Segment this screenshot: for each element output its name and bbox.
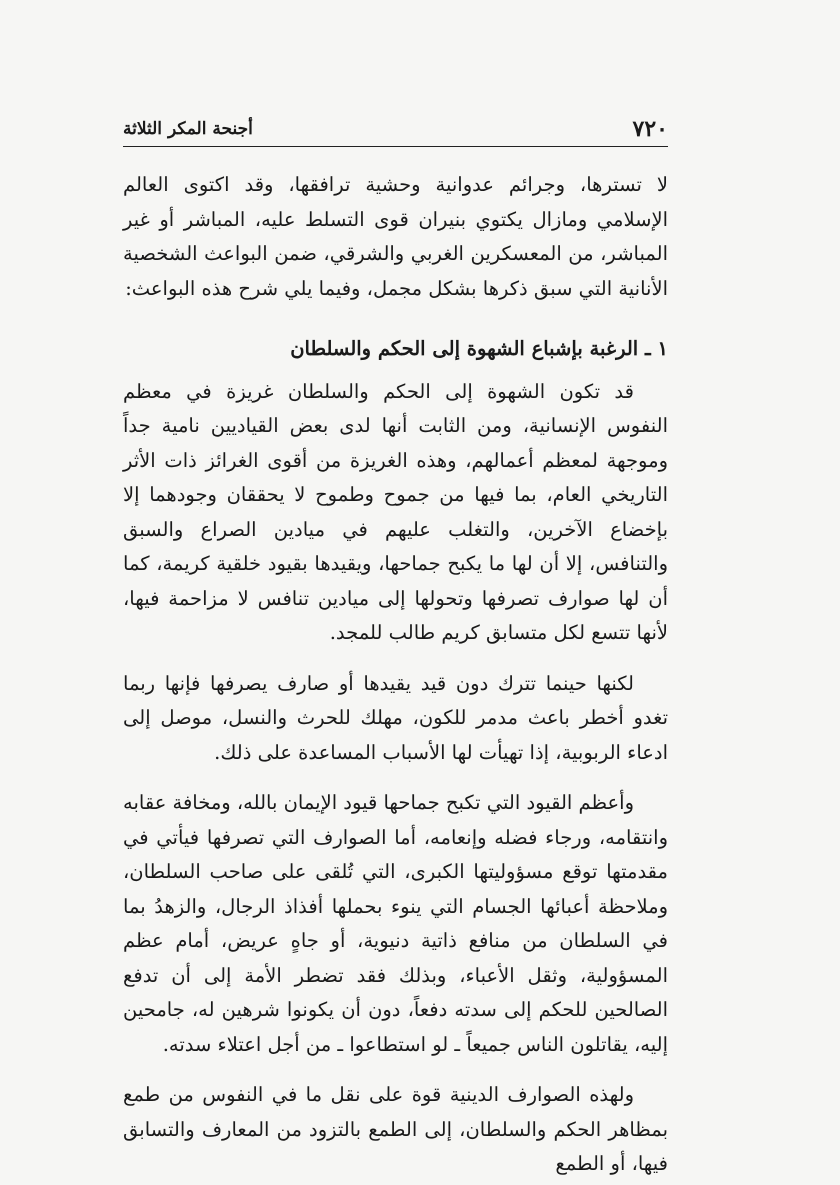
paragraph: قد تكون الشهوة إلى الحكم والسلطان غريزة في معظم النفوس الإنسانية، ومن الثابت أنها لدى بعض القياديين نامية جداً وموجهة لمعظم أعمالهم، وهذه الغريزة من أقوى الغرائز ذات الأثر التاريخي العام، بما فيها من جموح وطموح لا يحققان وجودهما إلا بإخضاع الآخرين، والتغلب عليهم في ميادين الصراع والسبق والتنافس، إلا أن لها ما يكبح جماحها، ويقيدها بقيود خلقية كريمة، كما أن لها صوارف تصرفها وتحولها إلى ميادين تنافس لا مزاحمة فيها، لأنها تتسع لكل متسابق كريم طالب للمجد. [123,379,668,644]
running-header [123,112,668,147]
paragraph: ولهذه الصوارف الدينية قوة على نقل ما في النفوس من طمع بمظاهر الحكم والسلطان، إلى الطمع بالتزود من المعارف والتسابق فيها، أو الطمع [123,1083,668,1175]
section-heading: ١ ـ الرغبة بإشباع الشهوة إلى الحكم والسلطان [290,337,668,360]
paragraph: لا تسترها، وجرائم عدوانية وحشية ترافقها، وقد اكتوى العالم الإسلامي ومازال يكتوي بنيران قوى التسلط عليه، المباشر أو غير المباشر، من المعسكرين الغربي والشرقي، ضمن البواعث الشخصية الأنانية التي سبق ذكرها بشكل مجمل، وفيما يلي شرح هذه البواعث: [123,173,668,300]
page-number: ٧٢٠ [632,116,668,142]
body-text [123,168,668,1182]
paragraph: لكنها حينما تترك دون قيد يقيدها أو صارف يصرفها فإنها ربما تغدو أخطر باعث مدمر للكون، مهلك للحرث والنسل، موصل إلى ادعاء الربوبية، إذا تهيأت لها الأسباب المساعدة على ذلك. [123,671,668,764]
paragraph: وأعظم القيود التي تكبح جماحها قيود الإيمان بالله، ومخافة عقابه وانتقامه، ورجاء فضله وإنعامه، أما الصوارف التي تصرفها فيأتي في مقدمتها توقع مسؤوليتها الكبرى، التي تُلقى على صاحب السلطان، وملاحظة أعبائها الجسام التي ينوء بحملها أفذاذ الرجال، والزهدُ بما في السلطان من منافع ذاتية دنيوية، أو جاهٍ عريض، أمام عظم المسؤولية، وثقل الأعباء، وبذلك فقد تضطر الأمة إلى أن تدفع الصالحين للحكم إلى سدته دفعاً، دون أن يكونوا شرهين له، جامحين إليه، يقاتلون الناس جميعاً ـ لو استطاعوا ـ من أجل اعتلاء سدته. [123,791,669,1056]
book-title: أجنحة المكر الثلاثة [123,119,253,139]
